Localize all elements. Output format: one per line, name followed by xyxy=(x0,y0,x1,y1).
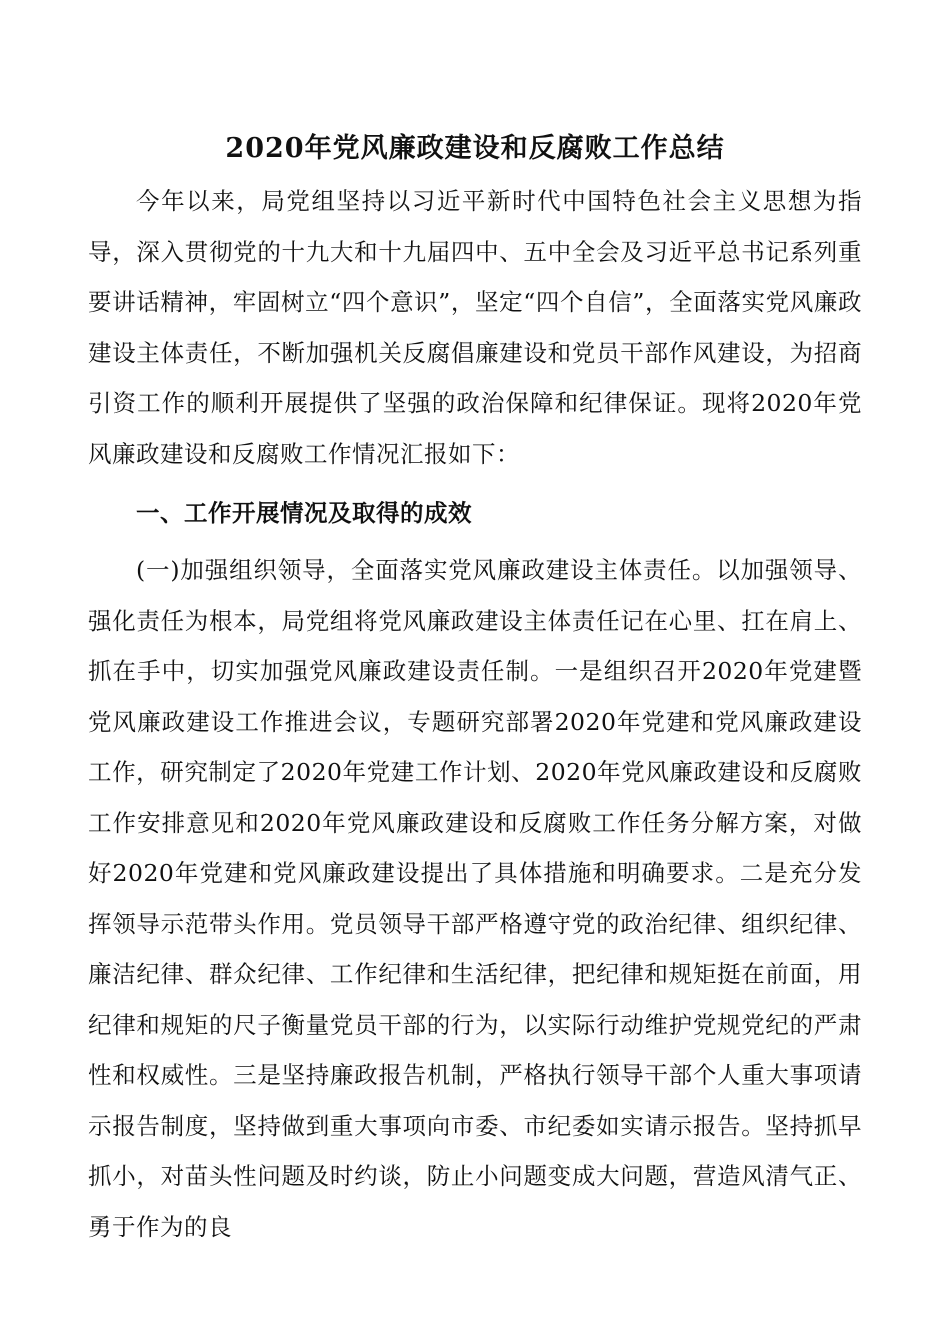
document-title: 2020年党风廉政建设和反腐败工作总结 xyxy=(225,133,725,164)
body-paragraph: (一)加强组织领导，全面落实党风廉政建设主体责任。以加强领导、强化责任为根本，局党组将党风廉政建设主体责任记在心里、扛在肩上、抓在手中，切实加强党风廉政建设责任制。一是组织召开2020年党建暨党风廉政建设工作推进会议，专题研究部署2020年党建和党风廉政建设工作，研究制定了2020年党建工作计划、2020年党风廉政建设和反腐败工作安排意见和2020年党风廉政建设和反腐败工作任务分解方案，对做好2020年党建和党风廉政建设提出了具体措施和明确要求。二是充分发挥领导示范带头作用。党员领导干部严格遵守党的政治纪律、组织纪律、廉洁纪律、群众纪律、工作纪律和生活纪律，把纪律和规矩挺在前面，用纪律和规矩的尺子衡量党员干部的行为，以实际行动维护党规党纪的严肃性和权威性。三是坚持廉政报告机制，严格执行领导干部个人重大事项请示报告制度，坚持做到重大事项向市委、市纪委如实请示报告。坚持抓早抓小，对苗头性问题及时约谈，防止小问题变成大问题，营造风清气正、勇于作为的良 xyxy=(88,556,862,1241)
section-heading: 一、工作开展情况及取得的成效 xyxy=(136,499,472,527)
intro-paragraph: 今年以来，局党组坚持以习近平新时代中国特色社会主义思想为指导，深入贯彻党的十九大和十九届四中、五中全会及习近平总书记系列重要讲话精神，牢固树立“四个意识”，坚定“四个自信”，全面落实党风廉政建设主体责任，不断加强机关反腐倡廉建设和党员干部作风建设，为招商引资工作的顺利开展提供了坚强的政治保障和纪律保证。现将2020年党风廉政建设和反腐败工作情况汇报如下： xyxy=(88,187,862,468)
